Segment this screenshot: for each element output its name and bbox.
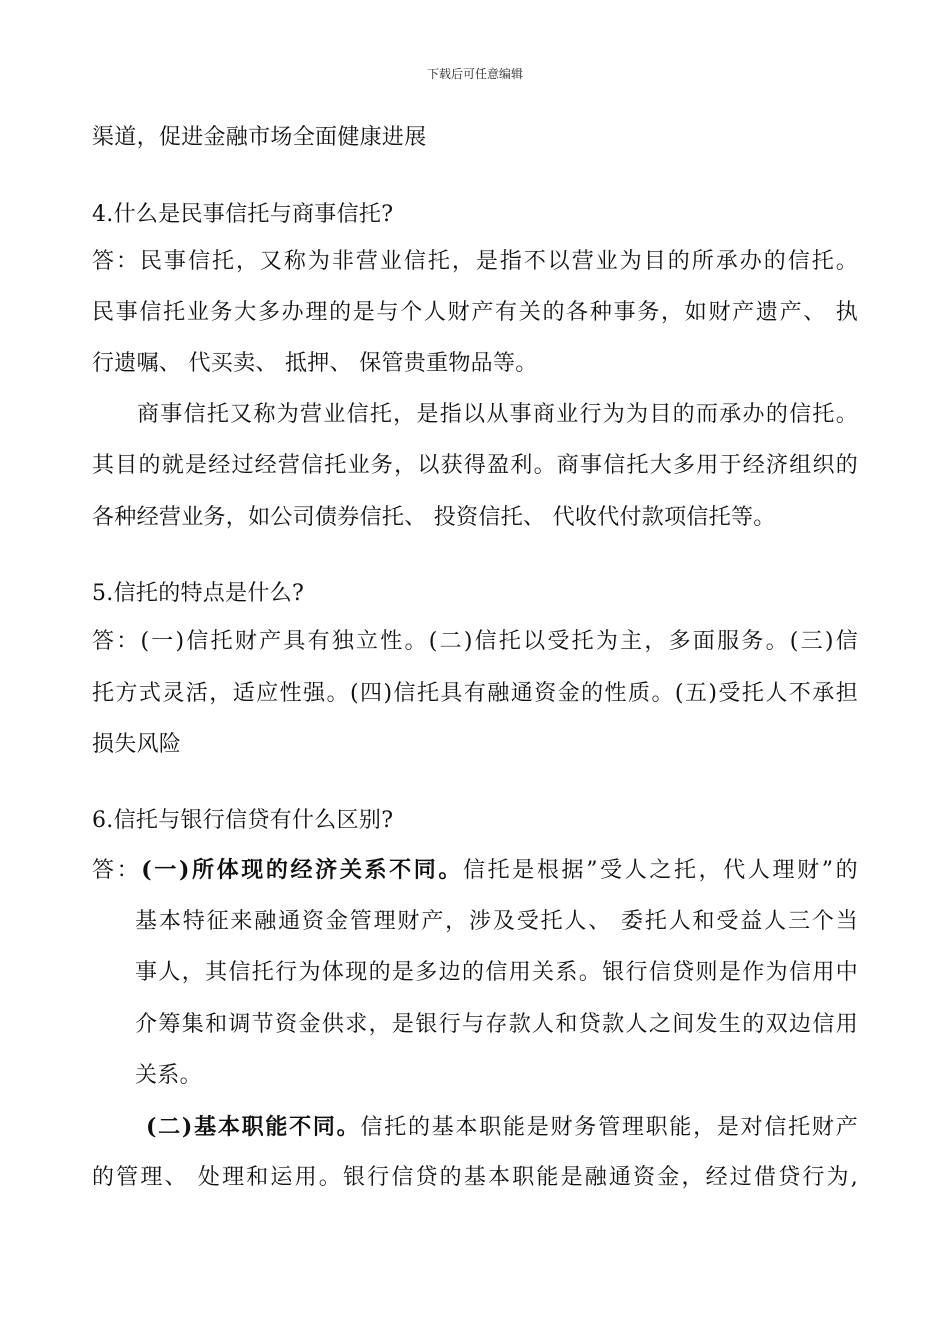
paragraph-text: 信托的基本职能是财务管理职能，是对信托财产 bbox=[360, 1115, 858, 1140]
paragraph-line: 事人，其信托行为体现的是多边的信用关系。银行信贷则是作为信用中 bbox=[135, 960, 858, 985]
paragraph-line: 其目的就是经过经营信托业务，以获得盈利。商事信托大多用于经济组织的 bbox=[92, 453, 858, 478]
answer-prefix: 答： bbox=[92, 858, 142, 883]
paragraph-line: 商事信托又称为营业信托，是指以从事商业行为为目的而承办的信托。 bbox=[137, 402, 858, 427]
question-6-heading: 6.信托与银行信贷有什么区别? bbox=[92, 808, 394, 833]
paragraph-line: 行遗嘱、 代买卖、 抵押、 保管贵重物品等。 bbox=[92, 351, 538, 376]
paragraph-line: 各种经营业务，如公司债券信托、 投资信托、 代收代付款项信托等。 bbox=[92, 505, 776, 530]
paragraph-line: 答：民事信托，又称为非营业信托，是指不以营业为目的所承办的信托。 bbox=[92, 249, 858, 274]
paragraph-line: 损失风险 bbox=[92, 732, 182, 757]
bold-subheading: (一)所体现的经济关系不同。 bbox=[141, 857, 464, 883]
paragraph-line: 渠道，促进金融市场全面健康进展 bbox=[92, 125, 427, 150]
paragraph-text: 信托是根据”受人之托，代人理财”的 bbox=[463, 858, 858, 883]
paragraph-line bbox=[92, 855, 858, 886]
paragraph-line: 答：(一)信托财产具有独立性。(二)信托以受托为主，多面服务。(三)信 bbox=[92, 629, 858, 654]
paragraph-line: 民事信托业务大多办理的是与个人财产有关的各种事务，如财产遗产、 执 bbox=[92, 300, 858, 325]
paragraph-line: 的管理、 处理和运用。银行信贷的基本职能是融通资金，经过借贷行为, bbox=[92, 1165, 858, 1190]
question-4-heading: 4.什么是民事信托与商事信托? bbox=[92, 202, 394, 227]
paragraph-line: 基本特征来融通资金管理财产，涉及受托人、 委托人和受益人三个当 bbox=[135, 909, 858, 934]
paragraph-line: 介筹集和调节资金供求，是银行与存款人和贷款人之间发生的双边信用 bbox=[135, 1012, 858, 1037]
question-5-heading: 5.信托的特点是什么? bbox=[92, 581, 305, 606]
page-header: 下载后可任意编辑 bbox=[426, 67, 523, 81]
paragraph-line: 托方式灵活，适应性强。(四)信托具有融通资金的性质。(五)受托人不承担 bbox=[92, 681, 858, 706]
paragraph-line: 关系。 bbox=[135, 1063, 202, 1088]
paragraph-line bbox=[146, 1112, 858, 1143]
bold-subheading: (二)基本职能不同。 bbox=[146, 1114, 361, 1140]
